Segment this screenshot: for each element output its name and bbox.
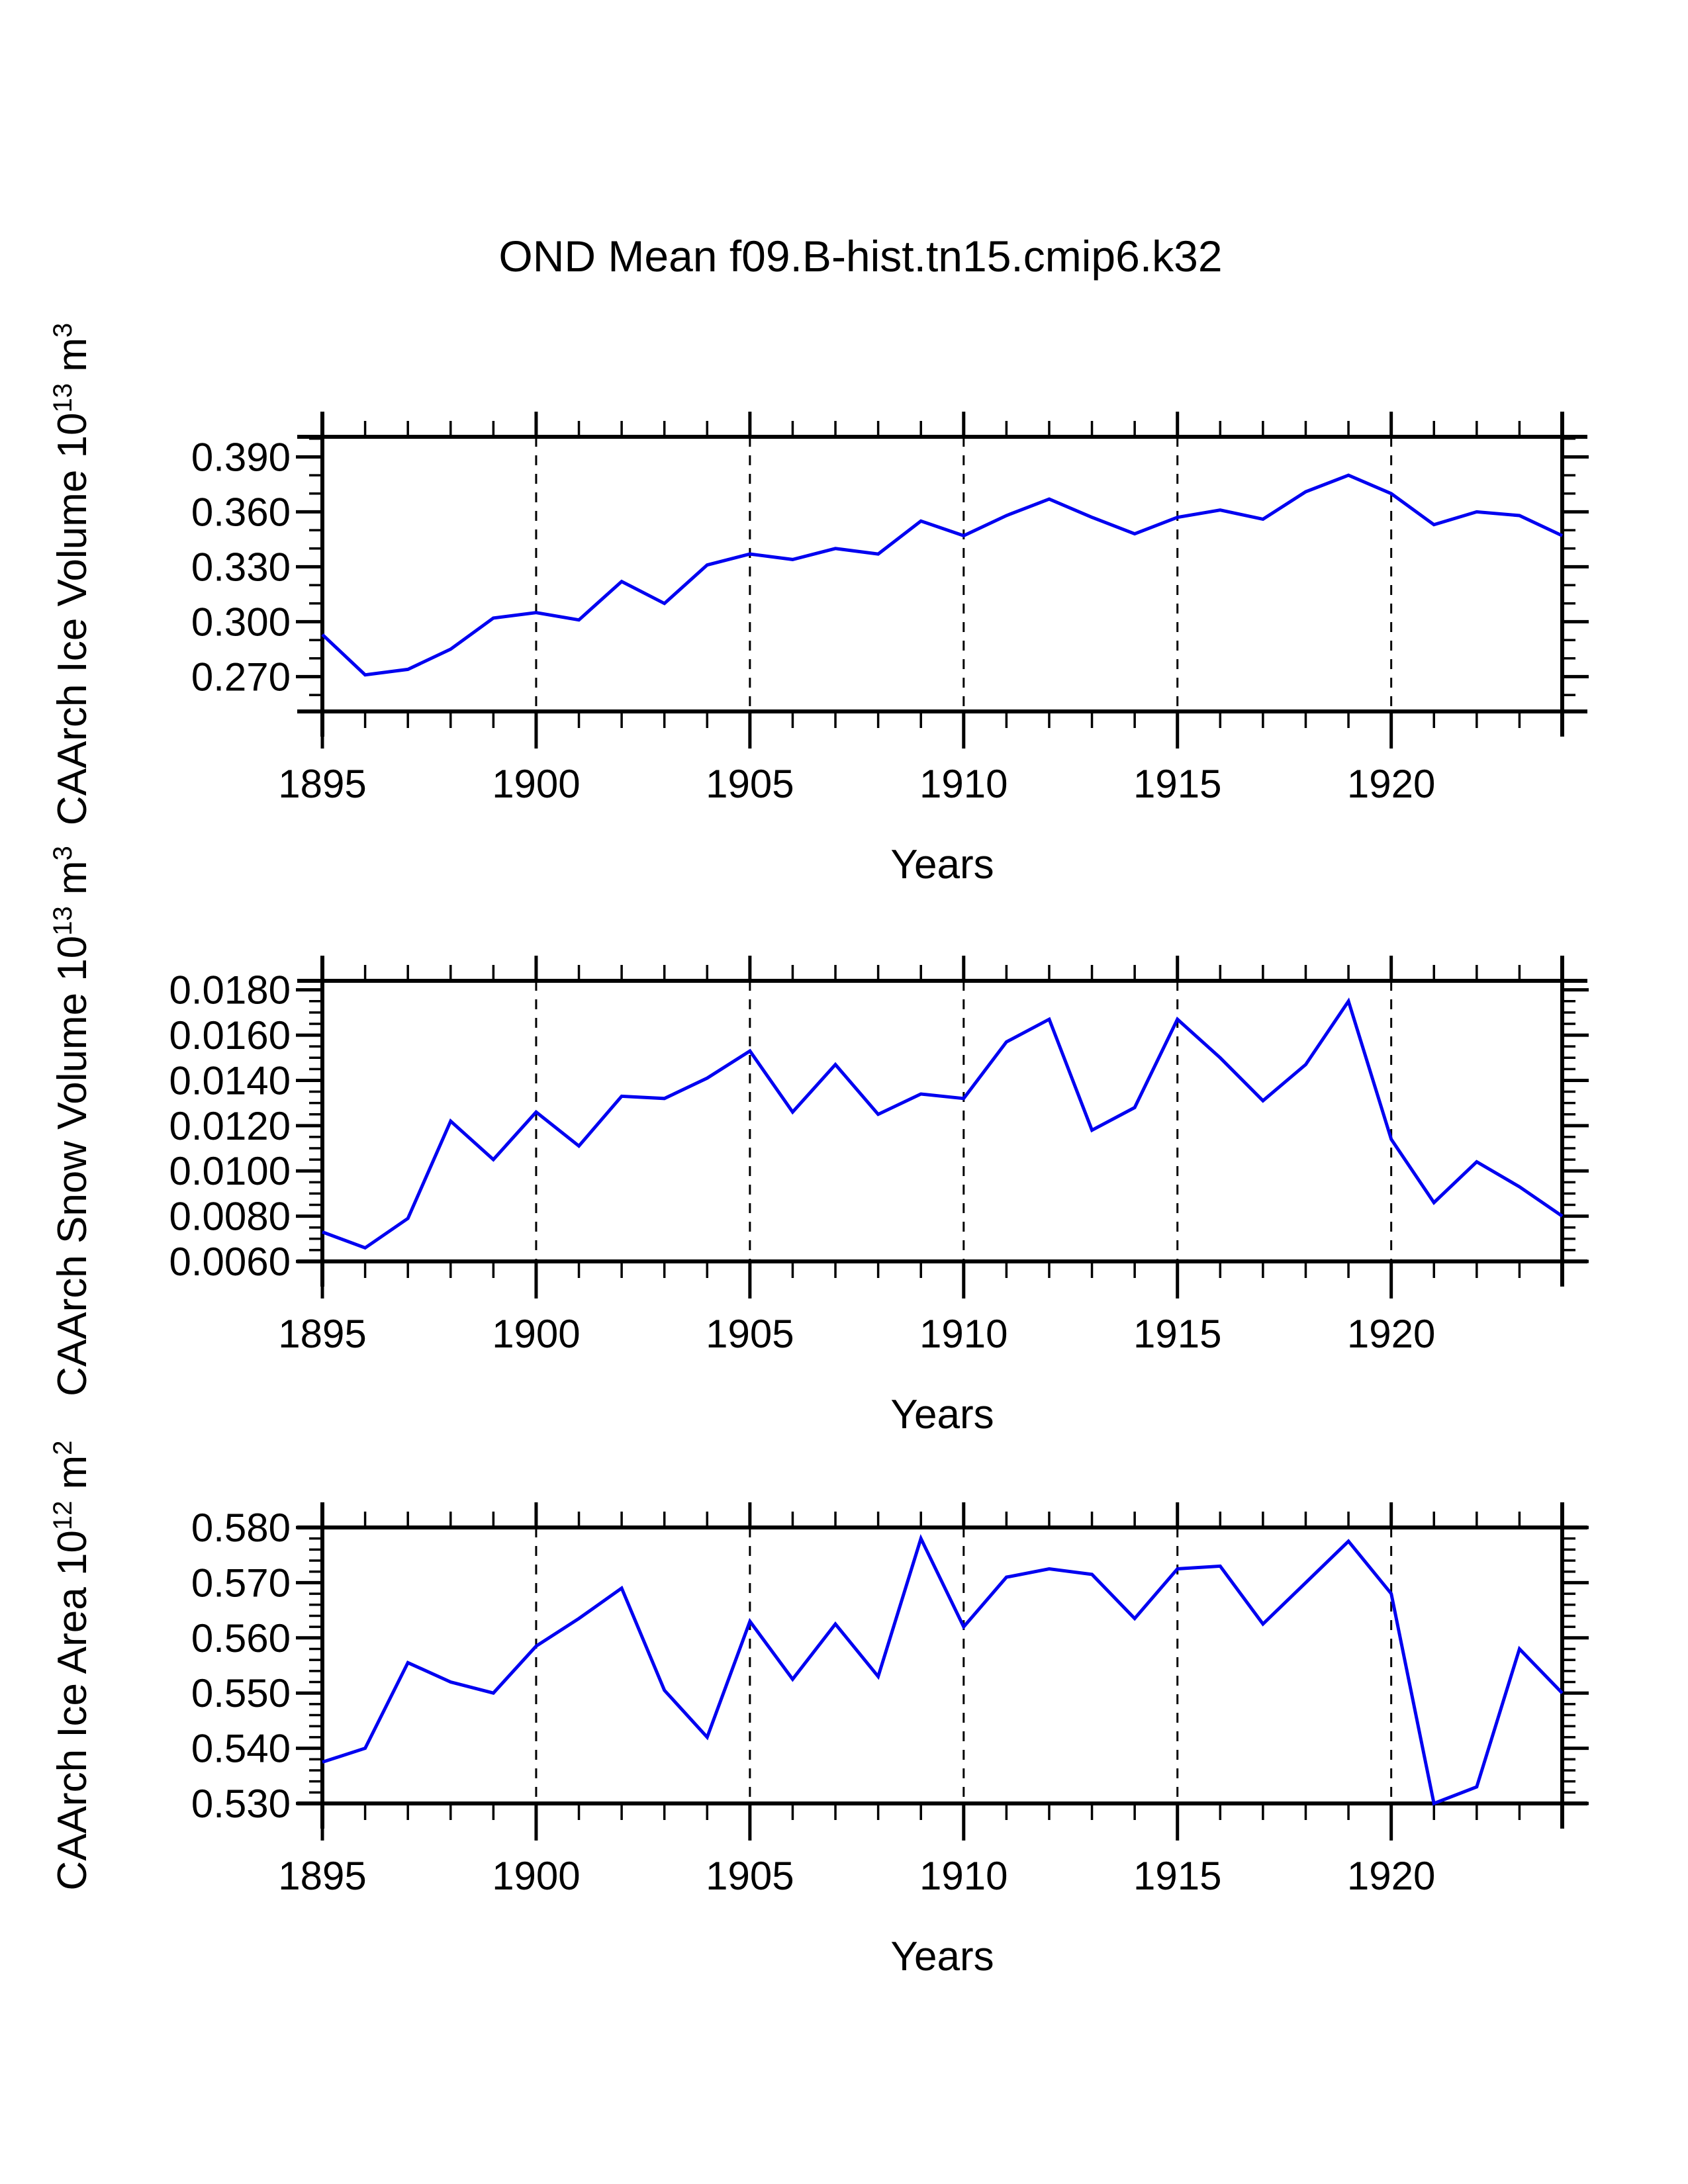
ytick-label: 0.550 xyxy=(191,1671,291,1716)
ice-area-line xyxy=(322,1539,1562,1803)
xtick-label: 1900 xyxy=(492,762,581,806)
ytick-label: 0.0060 xyxy=(169,1240,291,1284)
chart-title: OND Mean f09.B-hist.tn15.cmip6.k32 xyxy=(498,232,1223,281)
xtick-label: 1910 xyxy=(919,762,1008,806)
xtick-label: 1895 xyxy=(278,1854,367,1898)
ytick-label: 0.0100 xyxy=(169,1149,291,1194)
ytick-label: 0.540 xyxy=(191,1726,291,1771)
ytick-label: 0.530 xyxy=(191,1782,291,1826)
ytick-label: 0.580 xyxy=(191,1506,291,1550)
ytick-label: 0.570 xyxy=(191,1561,291,1606)
xtick-label: 1915 xyxy=(1133,1312,1222,1356)
xaxis-title: Years xyxy=(890,842,994,887)
xtick-label: 1920 xyxy=(1346,762,1436,806)
xtick-label: 1905 xyxy=(706,1312,794,1356)
xtick-label: 1910 xyxy=(919,1854,1008,1898)
yaxis-title: CAArch Ice Volume $10^{13}$ $m^3$ xyxy=(48,322,95,826)
ytick-label: 0.0160 xyxy=(169,1013,291,1058)
xtick-label: 1920 xyxy=(1346,1312,1436,1356)
xaxis-title: Years xyxy=(890,1392,994,1437)
superscript: 12 xyxy=(48,1500,77,1531)
superscript: 3 xyxy=(48,322,77,338)
ytick-label: 0.0140 xyxy=(169,1058,291,1103)
xtick-label: 1905 xyxy=(706,762,794,806)
ytick-label: 0.360 xyxy=(191,490,291,535)
ytick-label: 0.390 xyxy=(191,435,291,480)
xtick-label: 1920 xyxy=(1346,1854,1436,1898)
xtick-label: 1895 xyxy=(278,1312,367,1356)
yaxis-title: CAArch Ice Area $10^{12}$ $m^2$ xyxy=(48,1440,95,1891)
ytick-label: 0.330 xyxy=(191,545,291,590)
yaxis-title: CAArch Snow Volume $10^{13}$ $m^3$ xyxy=(48,846,95,1396)
xtick-label: 1910 xyxy=(919,1312,1008,1356)
snow-volume-line xyxy=(322,1001,1562,1248)
panel-snow-volume xyxy=(48,846,1589,1437)
ytick-label: 0.270 xyxy=(191,655,291,700)
xtick-label: 1895 xyxy=(278,762,367,806)
panels-group xyxy=(48,323,1589,1979)
xtick-label: 1900 xyxy=(492,1854,581,1898)
ytick-label: 0.560 xyxy=(191,1615,291,1661)
xtick-label: 1915 xyxy=(1133,762,1222,806)
xaxis-title: Years xyxy=(890,1934,994,1979)
ytick-label: 0.0080 xyxy=(169,1194,291,1239)
superscript: 3 xyxy=(48,846,77,861)
panel-ice-area xyxy=(48,1440,1589,1979)
xtick-label: 1905 xyxy=(706,1854,794,1898)
superscript: 13 xyxy=(48,383,77,413)
superscript: 2 xyxy=(48,1440,77,1455)
ice-volume-line xyxy=(322,475,1562,675)
xtick-label: 1900 xyxy=(492,1312,581,1356)
panel-ice-volume xyxy=(48,323,1589,887)
ytick-label: 0.0120 xyxy=(169,1103,291,1148)
ytick-label: 0.300 xyxy=(191,600,291,645)
xtick-label: 1915 xyxy=(1133,1854,1222,1898)
ytick-label: 0.0180 xyxy=(169,968,291,1013)
superscript: 13 xyxy=(48,906,77,936)
